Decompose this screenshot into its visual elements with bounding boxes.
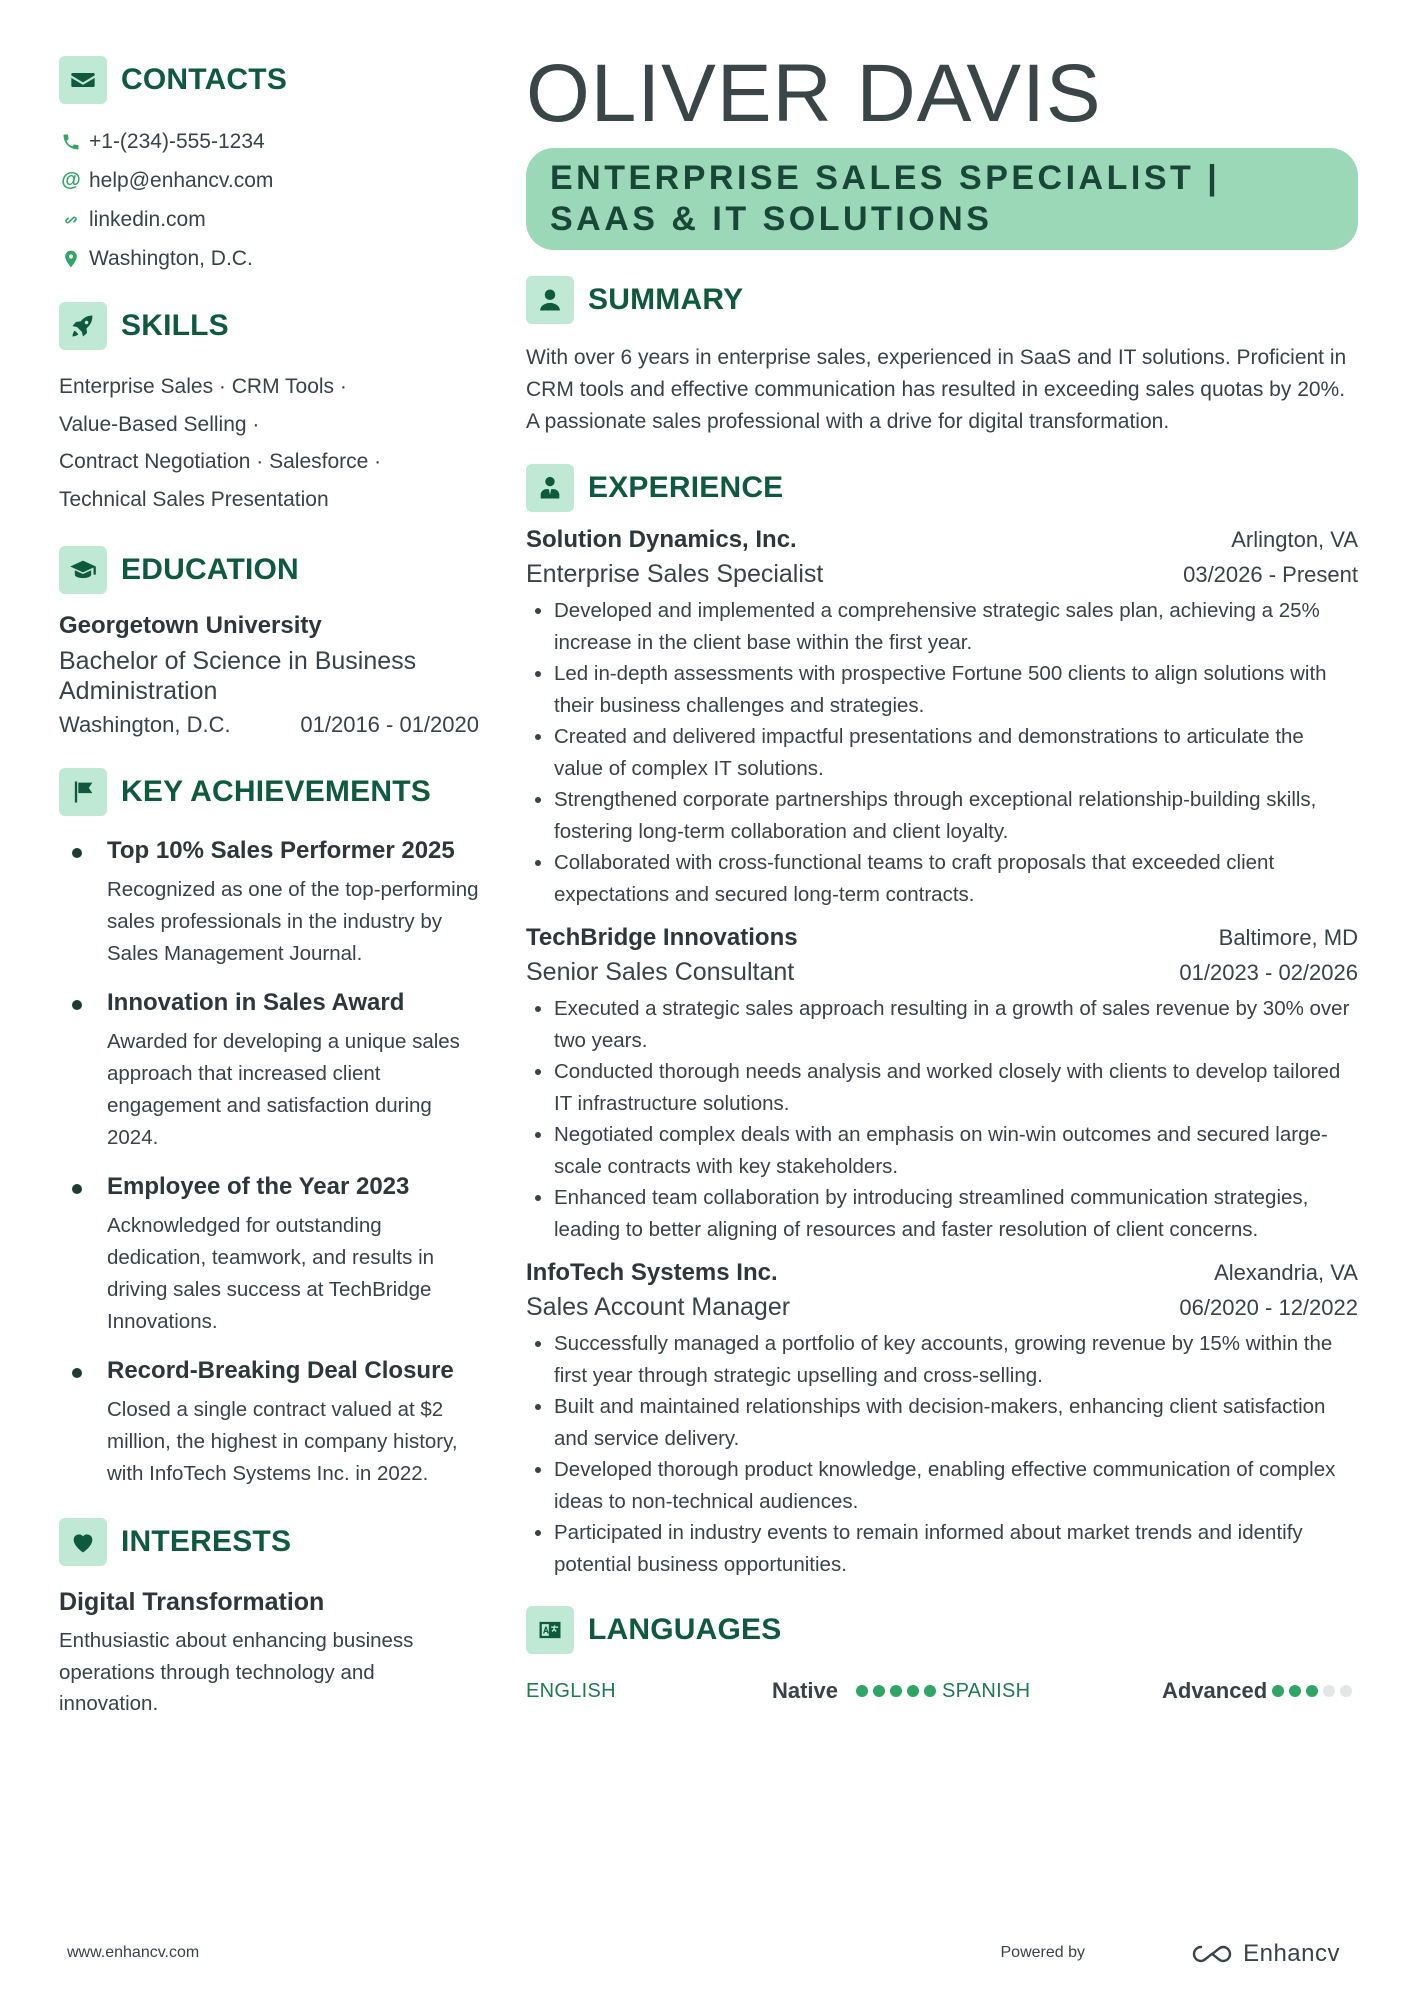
achievement-title: Record-Breaking Deal Closure [107, 1357, 454, 1384]
job-bullet: Enhanced team collaboration by introducing streamlined communication strategies, leading to better aligning of resources and faster resolution of client concerns. [526, 1182, 1358, 1245]
achievement-item [59, 1356, 479, 1490]
interest-desc: Enthusiastic about enhancing business operations through technology and innovation. [59, 1629, 414, 1715]
language-item [942, 1678, 1358, 1704]
language-level: Native [771, 1678, 838, 1703]
achievement-title: Employee of the Year 2023 [107, 1173, 410, 1200]
languages-title: LANGUAGES [588, 1613, 782, 1646]
bullet-dot [72, 1000, 82, 1010]
job-bullets [526, 993, 1358, 1245]
education-title: EDUCATION [121, 553, 299, 586]
achievements-title: KEY ACHIEVEMENTS [121, 775, 431, 808]
contact-phone[interactable] [59, 122, 479, 161]
proficiency-dots [1272, 1685, 1357, 1697]
education-dates: 01/2016 - 01/2020 [300, 712, 479, 737]
map-pin-icon [59, 249, 83, 269]
job-bullet: Strengthened corporate partnerships through exceptional relationship-building skills, fostering long-term collaboration and client loyalty. [526, 784, 1358, 847]
footer-brand: Enhancv [1243, 1940, 1340, 1967]
interests-heading [59, 1518, 479, 1566]
right-column [526, 50, 1358, 1706]
enhancv-logo[interactable] [1189, 1940, 1340, 1968]
education-school: Georgetown University [59, 612, 322, 639]
translate-icon [526, 1606, 574, 1654]
left-column [59, 56, 479, 1720]
summary-text: With over 6 years in enterprise sales, experienced in SaaS and IT solutions. Proficient in CRM tools and effective communication has resulted in exceeding sales quotas by 20%. A passionate sales professional with a drive for digital transformation. [526, 346, 1347, 433]
language-level: Advanced [1162, 1678, 1268, 1703]
summary-title: SUMMARY [588, 283, 744, 316]
bullet-dot [72, 1368, 82, 1378]
proficiency-dot [856, 1685, 868, 1697]
skills-line: Contract Negotiation · Salesforce · [59, 450, 382, 473]
job-bullets [526, 1328, 1358, 1580]
envelope-icon [59, 56, 107, 104]
achievement-item [59, 836, 479, 970]
job-bullet: Executed a strategic sales approach resulting in a growth of sales revenue by 30% over two years. [526, 993, 1358, 1056]
link-icon [59, 210, 83, 230]
job-bullet: Participated in industry events to remain informed about market trends and identify potential business opportunities. [526, 1517, 1358, 1580]
skills-line: Technical Sales Presentation [59, 487, 329, 511]
skills-title: SKILLS [121, 309, 229, 342]
proficiency-dot [907, 1685, 919, 1697]
job-bullet: Conducted thorough needs analysis and worked closely with clients to develop tailored IT infrastructure solutions. [526, 1056, 1358, 1119]
infinity-logo-icon [1189, 1942, 1235, 1966]
experience-heading [526, 464, 1358, 512]
job-role: Sales Account Manager [526, 1293, 791, 1321]
job-bullet: Led in-depth assessments with prospective Fortune 500 clients to align solutions with their business challenges and strategies. [526, 658, 1358, 721]
skills-line: Value-Based Selling · [59, 412, 260, 436]
skills-line: Enterprise Sales · CRM Tools · [59, 375, 347, 398]
languages-heading [526, 1606, 1358, 1654]
languages-list [526, 1676, 1358, 1706]
linkedin-text: linkedin.com [89, 207, 206, 231]
education-heading [59, 546, 479, 594]
achievements-heading [59, 768, 479, 816]
job-bullet: Successfully managed a portfolio of key accounts, growing revenue by 15% within the first year through strategic upselling and cross-selling. [526, 1328, 1358, 1391]
proficiency-dot [924, 1685, 936, 1697]
job-bullet: Developed and implemented a comprehensive strategic sales plan, achieving a 25% increase in the client base within the first year. [526, 595, 1358, 658]
phone-icon [59, 132, 83, 152]
job-location: Baltimore, MD [1218, 925, 1358, 950]
job-bullet: Developed thorough product knowledge, enabling effective communication of complex ideas to non-technical audiences. [526, 1454, 1358, 1517]
job-role: Enterprise Sales Specialist [526, 560, 824, 588]
footer [0, 1940, 1410, 1970]
contact-list [59, 122, 479, 278]
job-location: Alexandria, VA [1214, 1260, 1358, 1285]
job-company: TechBridge Innovations [526, 924, 798, 951]
contacts-heading [59, 56, 479, 104]
phone-text: +1-(234)-555-1234 [89, 129, 265, 153]
interests-title: INTERESTS [121, 1525, 292, 1558]
at-icon: @ [61, 169, 81, 191]
graduation-cap-icon [59, 546, 107, 594]
experience-title: EXPERIENCE [588, 471, 784, 504]
achievement-title: Innovation in Sales Award [107, 989, 405, 1016]
footer-url[interactable]: www.enhancv.com [67, 1944, 200, 1961]
contact-linkedin[interactable] [59, 200, 479, 239]
proficiency-dot [1323, 1685, 1335, 1697]
job-bullet: Collaborated with cross-functional teams to craft proposals that exceeded client expectations and secured long-term contracts. [526, 847, 1358, 910]
job-entry [526, 1259, 1358, 1580]
skills-heading [59, 302, 479, 350]
language-name: SPANISH [942, 1679, 1031, 1702]
job-entry [526, 526, 1358, 910]
achievement-title: Top 10% Sales Performer 2025 [107, 837, 455, 864]
proficiency-dot [890, 1685, 902, 1697]
skills-list [59, 368, 479, 518]
education-degree: Bachelor of Science in Business Administration [59, 647, 417, 705]
education-location: Washington, D.C. [59, 712, 231, 737]
contacts-title: CONTACTS [121, 63, 288, 96]
contact-location [59, 239, 479, 278]
person-icon [526, 276, 574, 324]
interest-title: Digital Transformation [59, 1588, 325, 1616]
proficiency-dot [873, 1685, 885, 1697]
language-item [526, 1678, 942, 1704]
job-role: Senior Sales Consultant [526, 958, 795, 986]
job-company: InfoTech Systems Inc. [526, 1259, 778, 1286]
job-bullet: Negotiated complex deals with an emphasis on win-win outcomes and secured large-scale contracts with key stakeholders. [526, 1119, 1358, 1182]
location-text: Washington, D.C. [89, 246, 253, 270]
bullet-dot [72, 1184, 82, 1194]
proficiency-dots [856, 1685, 941, 1697]
job-bullets [526, 595, 1358, 910]
achievement-item [59, 1172, 479, 1338]
candidate-name: OLIVER DAVIS [526, 48, 1102, 139]
job-dates: 01/2023 - 02/2026 [1179, 960, 1358, 985]
job-dates: 06/2020 - 12/2022 [1179, 1295, 1358, 1320]
footer-powered: Powered by [1000, 1944, 1085, 1961]
rocket-icon [59, 302, 107, 350]
language-name: ENGLISH [526, 1679, 616, 1702]
job-location: Arlington, VA [1231, 527, 1358, 552]
job-bullet: Created and delivered impactful presentations and demonstrations to articulate the value of complex IT solutions. [526, 721, 1358, 784]
job-company: Solution Dynamics, Inc. [526, 526, 797, 553]
flag-icon [59, 768, 107, 816]
achievement-desc: Acknowledged for outstanding dedication, teamwork, and results in driving sales success at TechBridge Innovations. [107, 1214, 435, 1333]
achievement-desc: Closed a single contract valued at $2 million, the highest in company history, with InfoTech Systems Inc. in 2022. [107, 1398, 458, 1485]
achievement-desc: Awarded for developing a unique sales approach that increased client engagement and satisfaction during 2024. [107, 1030, 460, 1149]
job-entry [526, 924, 1358, 1245]
heart-icon [59, 1518, 107, 1566]
businessman-icon [526, 464, 574, 512]
achievement-desc: Recognized as one of the top-performing sales professionals in the industry by Sales Management Journal. [107, 878, 479, 965]
bullet-dot [72, 848, 82, 858]
job-bullet: Built and maintained relationships with decision-makers, enhancing client satisfaction and service delivery. [526, 1391, 1358, 1454]
proficiency-dot [1289, 1685, 1301, 1697]
headline-banner: ENTERPRISE SALES SPECIALIST | SAAS & IT SOLUTIONS [526, 148, 1358, 250]
proficiency-dot [1272, 1685, 1284, 1697]
email-text: help@enhancv.com [89, 168, 274, 192]
contact-email[interactable] [59, 161, 479, 200]
education-meta [59, 712, 479, 738]
proficiency-dot [1306, 1685, 1318, 1697]
summary-heading [526, 276, 1358, 324]
achievement-item [59, 988, 479, 1154]
job-dates: 03/2026 - Present [1183, 562, 1358, 587]
proficiency-dot [1340, 1685, 1352, 1697]
